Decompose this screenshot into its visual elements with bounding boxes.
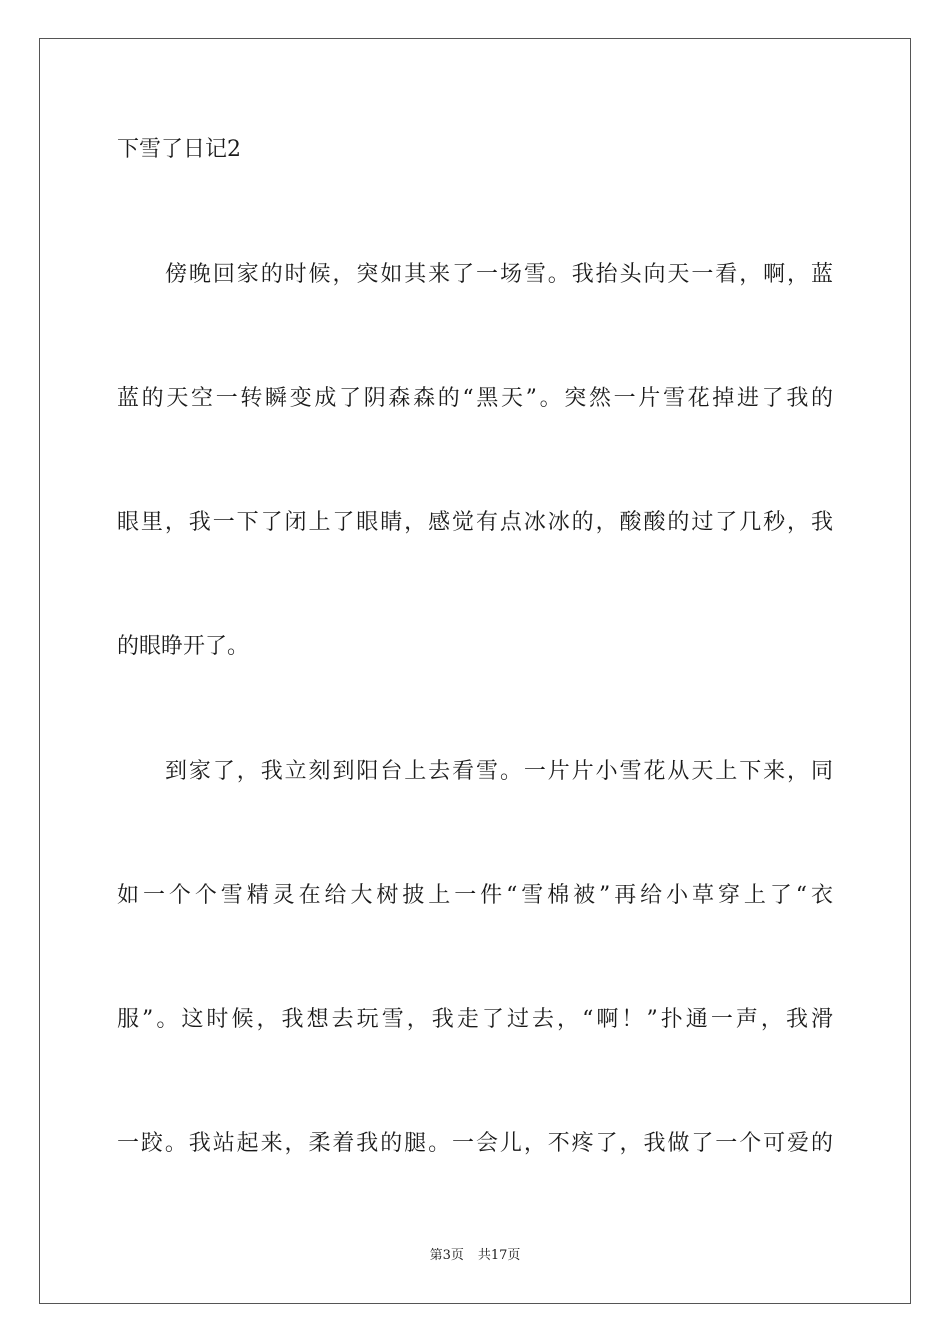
page-footer [0, 1247, 950, 1265]
paragraph-line: 到家了，我立刻到阳台上去看雪。一片片小雪花从天上下来，同 [165, 759, 833, 784]
paragraph-line: 服”。这时候，我想去玩雪，我走了过去，“啊！”扑通一声，我滑 [117, 1007, 833, 1032]
page-total: 共17页 [477, 1248, 521, 1263]
page-frame [39, 38, 911, 1304]
paragraph-line: 蓝的天空一转瞬变成了阴森森的“黑天”。突然一片雪花掉进了我的 [117, 386, 833, 411]
paragraph-line: 一跤。我站起来，柔着我的腿。一会儿，不疼了，我做了一个可爱的 [117, 1131, 833, 1156]
page-number: 第3页 [429, 1248, 464, 1263]
paragraph-line: 的眼睁开了。 [117, 634, 250, 659]
paragraph-line: 如一个个雪精灵在给大树披上一件“雪棉被”再给小草穿上了“衣 [117, 883, 833, 908]
paragraph-line: 眼里，我一下了闭上了眼睛，感觉有点冰冰的，酸酸的过了几秒，我 [117, 510, 833, 535]
document-title: 下雪了日记2 [117, 137, 241, 162]
paragraph-line: 傍晚回家的时候，突如其来了一场雪。我抬头向天一看，啊，蓝 [165, 262, 833, 287]
